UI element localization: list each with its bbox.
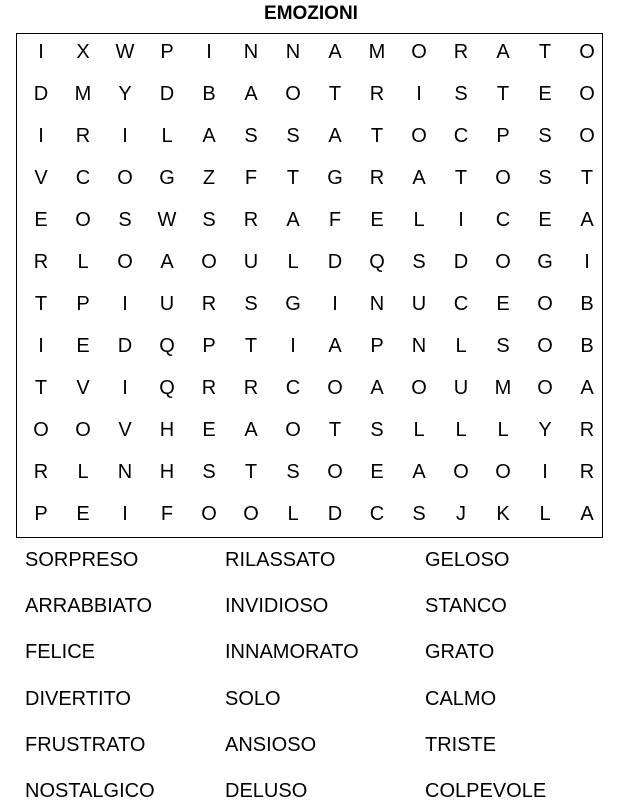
word-list-item: GRATO [425, 641, 495, 664]
word-list-item: INNAMORATO [225, 641, 359, 664]
grid-cell[interactable]: M [494, 377, 512, 399]
grid-cell[interactable]: Y [538, 419, 552, 441]
grid-cell[interactable]: V [118, 419, 132, 441]
grid-cell[interactable]: S [538, 125, 552, 147]
grid-cell[interactable]: I [38, 125, 44, 147]
grid-cell[interactable]: Y [118, 83, 132, 105]
grid-cell[interactable]: T [454, 167, 468, 189]
grid-cell[interactable]: O [201, 251, 217, 273]
grid-cell[interactable]: L [413, 419, 425, 441]
grid-cell[interactable]: P [496, 125, 510, 147]
grid-cell[interactable]: L [77, 461, 89, 483]
grid-cell[interactable]: R [453, 41, 469, 63]
grid-cell[interactable]: O [117, 251, 133, 273]
grid-cell[interactable]: A [580, 209, 594, 231]
grid-cell[interactable]: L [539, 503, 551, 525]
grid-cell[interactable]: T [244, 335, 258, 357]
grid-cell[interactable]: D [33, 83, 49, 105]
grid-cell[interactable]: B [580, 335, 594, 357]
grid-cell[interactable]: R [33, 461, 49, 483]
grid-cell[interactable]: I [122, 293, 128, 315]
grid-cell[interactable]: O [579, 83, 595, 105]
word-list-item: SORPRESO [25, 549, 139, 571]
grid-cell[interactable]: Q [159, 335, 175, 357]
word-list-item: DIVERTITO [25, 687, 131, 710]
grid-cell[interactable]: T [538, 41, 552, 63]
grid-cell[interactable]: I [38, 41, 44, 63]
grid-cell[interactable]: F [244, 167, 258, 189]
word-list-item: FRUSTRATO [25, 733, 146, 756]
grid-cell[interactable]: E [76, 503, 90, 525]
grid-cell[interactable]: E [34, 209, 48, 231]
grid-cell[interactable]: R [579, 461, 595, 483]
word-list-item: TRISTE [425, 733, 497, 756]
grid-cell[interactable]: N [411, 335, 427, 357]
grid-cell[interactable]: E [76, 335, 90, 357]
grid-cell[interactable]: C [75, 167, 91, 189]
grid-cell[interactable]: A [580, 377, 594, 399]
grid-cell[interactable]: R [75, 125, 91, 147]
grid-cell[interactable]: U [243, 251, 259, 273]
grid-cell[interactable]: X [76, 41, 90, 63]
grid-cell[interactable]: S [538, 167, 552, 189]
grid-cell[interactable]: T [370, 125, 384, 147]
grid-cell[interactable]: G [285, 293, 301, 315]
grid-cell[interactable]: R [369, 167, 385, 189]
grid-cell[interactable]: W [157, 209, 177, 231]
grid-cell[interactable]: A [286, 209, 300, 231]
grid-cell[interactable]: A [202, 125, 216, 147]
grid-cell[interactable]: L [455, 335, 467, 357]
grid-cell[interactable]: T [244, 461, 258, 483]
word-list-item: FELICE [25, 641, 96, 664]
grid-cell[interactable]: O [285, 83, 301, 105]
word-search-grid [16, 33, 603, 538]
grid-cell[interactable]: O [75, 209, 91, 231]
grid-cell[interactable]: A [370, 377, 384, 399]
grid-cell[interactable]: P [370, 335, 384, 357]
grid-cell[interactable]: A [580, 503, 594, 525]
word-list-item: DELUSO [225, 780, 308, 802]
grid-cell[interactable]: O [411, 125, 427, 147]
grid-cell[interactable]: W [115, 41, 135, 63]
word-list-item: SOLO [225, 687, 281, 710]
grid-cell[interactable]: E [370, 209, 384, 231]
word-list-item: INVIDIOSO [225, 595, 329, 618]
grid-cell[interactable]: O [327, 377, 343, 399]
grid-cell[interactable]: A [328, 335, 342, 357]
grid-cell[interactable]: S [454, 83, 468, 105]
grid-cell[interactable]: T [496, 83, 510, 105]
grid-cell[interactable]: C [495, 209, 511, 231]
grid-cell[interactable]: O [495, 461, 511, 483]
word-list-item: CALMO [425, 687, 497, 710]
grid-cell[interactable]: S [496, 335, 510, 357]
grid-cell[interactable]: O [201, 503, 217, 525]
grid-cell[interactable]: D [327, 251, 343, 273]
grid-cell[interactable]: A [160, 251, 174, 273]
grid-cell[interactable]: O [411, 377, 427, 399]
grid-cell[interactable]: P [160, 41, 174, 63]
grid-cell[interactable]: Z [202, 167, 216, 189]
grid-cell[interactable]: I [416, 83, 422, 105]
grid-cell[interactable]: I [290, 335, 296, 357]
grid-cell[interactable]: Q [159, 377, 175, 399]
grid-cell[interactable]: S [412, 251, 426, 273]
grid-cell[interactable]: Q [369, 251, 385, 273]
word-list-item: GELOSO [425, 549, 510, 571]
grid-cell[interactable]: T [328, 83, 342, 105]
grid-cell[interactable]: D [159, 83, 175, 105]
grid-cell[interactable]: G [327, 167, 343, 189]
grid-cell[interactable]: R [201, 377, 217, 399]
grid-cell[interactable]: A [328, 41, 342, 63]
word-list-item: ANSIOSO [225, 733, 317, 756]
grid-cell[interactable]: S [202, 209, 216, 231]
word-list-item: STANCO [425, 595, 507, 618]
grid-cell[interactable]: L [413, 209, 425, 231]
grid-cell[interactable]: O [537, 335, 553, 357]
grid-cell[interactable]: O [411, 41, 427, 63]
grid-cell[interactable]: A [328, 125, 342, 147]
grid-cell[interactable]: N [117, 461, 133, 483]
grid-cell[interactable]: N [243, 41, 259, 63]
grid-cell[interactable]: L [455, 419, 467, 441]
grid-cell[interactable]: N [285, 41, 301, 63]
grid-cell[interactable]: I [122, 377, 128, 399]
grid-cell[interactable]: T [286, 167, 300, 189]
grid-cell[interactable]: T [34, 293, 48, 315]
grid-cell[interactable]: I [122, 125, 128, 147]
grid-cell[interactable]: G [159, 167, 175, 189]
grid-cell[interactable]: F [328, 209, 342, 231]
grid-cell[interactable]: I [206, 41, 212, 63]
grid-cell[interactable]: E [370, 461, 384, 483]
grid-cell[interactable]: R [369, 83, 385, 105]
grid-cell[interactable]: B [202, 83, 216, 105]
grid-cell[interactable]: S [286, 125, 300, 147]
grid-cell[interactable]: D [117, 335, 133, 357]
grid-cell[interactable]: E [538, 83, 552, 105]
grid-cell[interactable]: I [584, 251, 590, 273]
grid-cell[interactable]: U [159, 293, 175, 315]
word-list-item: RILASSATO [225, 549, 336, 571]
grid-cell[interactable]: R [201, 293, 217, 315]
grid-cell[interactable]: S [202, 461, 216, 483]
grid-cell[interactable]: S [286, 461, 300, 483]
grid-cell[interactable]: M [74, 83, 92, 105]
grid-cell[interactable]: O [495, 251, 511, 273]
grid-cell[interactable]: O [75, 419, 91, 441]
grid-cell[interactable]: D [453, 251, 469, 273]
grid-cell[interactable]: L [287, 503, 299, 525]
word-list-item: ARRABBIATO [25, 595, 153, 618]
grid-cell[interactable]: O [327, 461, 343, 483]
grid-cell[interactable]: E [202, 419, 216, 441]
grid-cell[interactable]: V [34, 167, 48, 189]
grid-cell[interactable]: S [370, 419, 384, 441]
grid-cell[interactable]: O [285, 419, 301, 441]
grid-cell[interactable]: R [243, 209, 259, 231]
grid-cell[interactable]: O [579, 41, 595, 63]
grid-cell[interactable]: T [328, 419, 342, 441]
grid-cell[interactable]: B [580, 293, 594, 315]
grid-cell[interactable]: E [538, 209, 552, 231]
word-list-item: COLPEVOLE [425, 780, 547, 802]
grid-cell[interactable]: D [327, 503, 343, 525]
grid-cell[interactable]: O [537, 377, 553, 399]
grid-cell[interactable]: S [244, 293, 258, 315]
grid-cell[interactable]: G [537, 251, 553, 273]
grid-cell[interactable]: S [412, 503, 426, 525]
grid-cell[interactable]: A [244, 83, 258, 105]
grid-cell[interactable]: O [33, 419, 49, 441]
word-list-item: NOSTALGICO [25, 780, 155, 802]
grid-cell[interactable]: R [243, 377, 259, 399]
grid-cell[interactable]: F [160, 503, 174, 525]
grid-cell[interactable]: C [285, 377, 301, 399]
grid-cell[interactable]: A [412, 461, 426, 483]
grid-cell[interactable]: V [76, 377, 90, 399]
grid-cell[interactable]: O [579, 125, 595, 147]
grid-cell[interactable]: P [34, 503, 48, 525]
grid-cell[interactable]: L [497, 419, 509, 441]
grid-cell[interactable]: A [496, 41, 510, 63]
grid-cell[interactable]: J [456, 503, 466, 525]
grid-cell[interactable]: I [332, 293, 338, 315]
grid-cell[interactable]: O [537, 293, 553, 315]
grid-cell[interactable]: R [33, 251, 49, 273]
grid-cell[interactable]: H [159, 461, 175, 483]
grid-cell[interactable]: O [117, 167, 133, 189]
grid-cell[interactable]: L [287, 251, 299, 273]
grid-cell[interactable]: M [368, 41, 386, 63]
grid-cell[interactable]: L [161, 125, 173, 147]
grid-cell[interactable]: C [453, 125, 469, 147]
grid-cell[interactable]: R [579, 419, 595, 441]
grid-cell[interactable]: C [453, 293, 469, 315]
grid-cell[interactable]: T [34, 377, 48, 399]
grid-cell[interactable]: K [496, 503, 510, 525]
grid-cell[interactable]: S [118, 209, 132, 231]
grid-cell[interactable]: H [159, 419, 175, 441]
grid-cell[interactable]: I [38, 335, 44, 357]
grid-cell[interactable]: O [243, 503, 259, 525]
grid-cell[interactable]: N [369, 293, 385, 315]
grid-cell[interactable]: C [369, 503, 385, 525]
grid-cell[interactable]: P [76, 293, 90, 315]
grid-cell[interactable]: T [580, 167, 594, 189]
grid-cell[interactable]: E [496, 293, 510, 315]
grid-cell[interactable]: S [244, 125, 258, 147]
grid-cell[interactable]: U [411, 293, 427, 315]
grid-cell[interactable]: U [453, 377, 469, 399]
grid-cell[interactable]: I [122, 503, 128, 525]
grid-cell[interactable]: I [542, 461, 548, 483]
grid-cell[interactable]: I [458, 209, 464, 231]
grid-cell[interactable]: O [495, 167, 511, 189]
grid-cell[interactable]: L [77, 251, 89, 273]
page-title: EMOZIONI [264, 3, 358, 24]
grid-cell[interactable]: P [202, 335, 216, 357]
grid-cell[interactable]: A [412, 167, 426, 189]
grid-cell[interactable]: A [244, 419, 258, 441]
grid-cell[interactable]: O [453, 461, 469, 483]
